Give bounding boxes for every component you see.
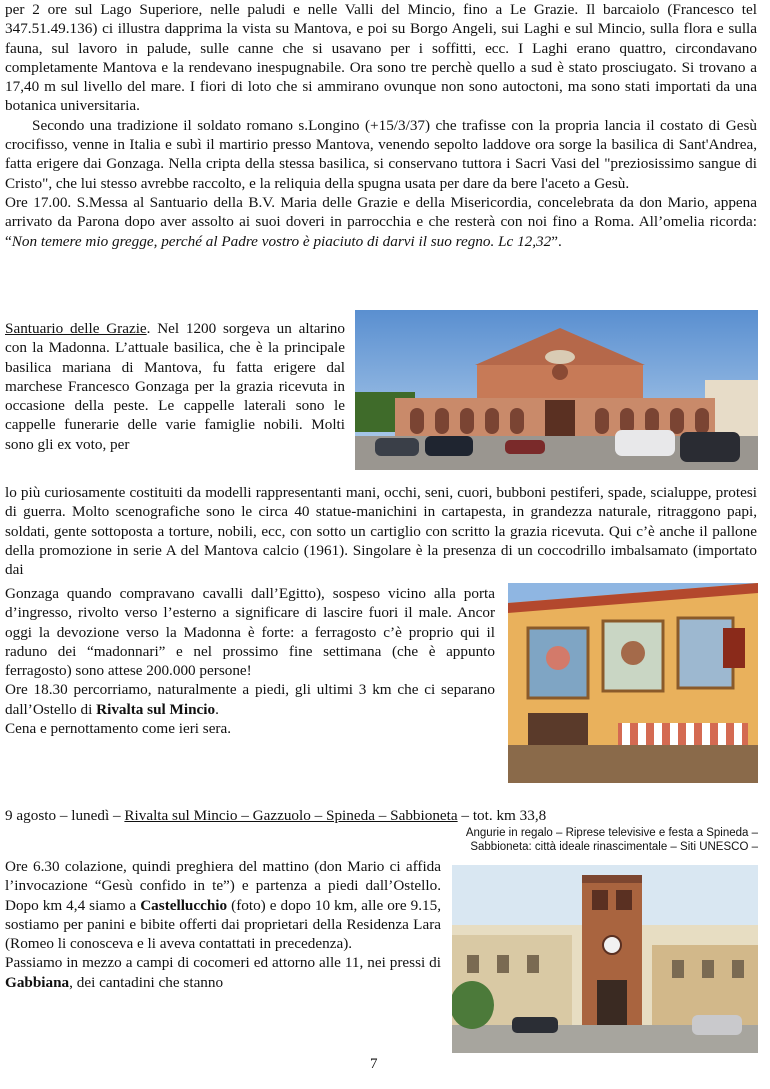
day-subtitle — [300, 826, 758, 854]
paragraph-lake-tour: per 2 ore sul Lago Superiore, nelle paludi e nelle Valli del Mincio, fino a Le Grazie. Il barcaiolo (Francesco tel 347.51.49.136) ci illustra dapprima la vista su Mantova, e poi su Borgo Angeli, sui Laghi e sul Mincio, sulla flora e sulla fauna, sul lavoro in palude, sulle canne che si usavano per i soffitti, ecc. I Laghi erano quattro, circondavano completamente Mantova e la rendevano inespugnabile. Ora sono tre perchè quello a sud è stato prosciugato. Si trovano a 17,40 m sul livello del mare. I fiori di loto che si ammirano ovunque non sono autoctoni, ma sono stati importati da una botanica universitaria. — [5, 1, 757, 115]
santuario-heading: Santuario delle Grazie — [5, 320, 147, 337]
paragraph-colazione: Ore 6.30 colazione, quindi preghiera del mattino (don Mario ci affida l’invocazione “Gesù confido in te”) e partenza a piedi dall’Ostello. Dopo km 4,4 siamo a Castellucchio (foto) e dopo 10 km, alle ore 9.15, sostiamo per panini e bibite offerti dai proprietari della Residenza Lara (Romeo li conosceva e li aveva contattati in precedenza). — [5, 858, 441, 953]
homily-quote: Non temere mio gregge, perché al Padre vostro è piaciuto di darvi il suo regno. Lc 12,32 — [11, 232, 552, 250]
madonnari-section — [5, 584, 495, 738]
day-subtitle-line-1: Angurie in regalo – Riprese televisive e festa a Spineda – — [465, 827, 758, 839]
day-route: Rivalta sul Mincio – Gazzuolo – Spineda – Sabbioneta — [124, 807, 458, 824]
day-subtitle-line-2: Sabbioneta: città ideale rinascimentale – Siti UNESCO – — [470, 841, 758, 853]
castellucchio-bold: Castellucchio — [140, 896, 228, 914]
rivalta-bold: Rivalta sul Mincio — [96, 700, 216, 718]
page-number: 7 — [370, 1056, 378, 1072]
intro-section — [5, 0, 757, 251]
gabbiana-bold: Gabbiana — [5, 973, 70, 991]
paragraph-santuario: Santuario delle Grazie. Nel 1200 sorgeva un altarino con la Madonna. L’attuale basilica, che è la principale basilica mariana di Mantova, fu fatta erigere dal marchese Francesco Gonzaga per la grazia ricevuta in occasione della peste. Le cappelle laterali sono le cappelle funerarie delle varie famiglie nobili. Molti sono gli ex voto, per — [5, 320, 345, 453]
paragraph-cena: Cena e pernottamento come ieri sera. — [5, 720, 232, 738]
day-heading — [5, 806, 757, 825]
paragraph-longino: Secondo una tradizione il soldato romano s.Longino (+15/3/37) che trafisse con la propria lancia il costato di Gesù crocifisso, venne in Italia e subì il martirio presso Mantova, venendo sepolto laddove ora sorge la basilica di Sant'Andrea, fatta erigere dai Gonzaga. Nella cripta della stessa basilica, si conservano tuttora i Sacri Vasi del "preziosissimo sangue di Cristo", che lui stesso avrebbe raccolto, e la reliquia della spugna usata per dare da bere l'aceto a Gesù. — [5, 116, 757, 192]
paragraph-coccodrillo: Gonzaga quando compravano cavalli dall’Egitto), sospeso vicino alla porta d’ingresso, rivolto verso l’esterno a significare di lascire fuori il male. Ancor oggi la devozione verso la Madonna è forte: a ferragosto c’è proprio qui il raduno dei “madonnari” e nel prossimo fine settimana (che è appunto ferragosto) sono attese 200.000 persone! — [5, 585, 495, 680]
paragraph-cocomeri: Passiamo in mezzo a campi di cocomeri ed attorno alle 11, nei pressi di Gabbiana, dei cantadini che stanno — [5, 954, 441, 991]
morning-section — [5, 857, 441, 992]
ex-voto-section — [5, 483, 757, 579]
santuario-photo — [355, 310, 758, 470]
santuario-section — [5, 319, 345, 454]
paragraph-mass: Ore 17.00. S.Messa al Santuario della B.V. Maria delle Grazie e della Misericordia, concelebrata da don Mario, appena arrivato da Parona dopo aver assolto ai suoi doveri in parrocchia e che resterà con noi fino a Roma. All’omelia ricorda: “Non temere mio gregge, perché al Padre vostro è piaciuto di darvi il suo regno. Lc 12,32”. — [5, 193, 757, 250]
paragraph-ore-1830: Ore 18.30 percorriamo, naturalmente a piedi, gli ultimi 3 km che ci separano dall’Ostello di Rivalta sul Mincio. — [5, 681, 495, 718]
castellucchio-photo — [452, 865, 758, 1053]
paragraph-ex-voto: lo più curiosamente costituiti da modelli rappresentanti mani, occhi, seni, cuori, bubboni pestiferi, spade, scialuppe, protesi di guerra. Molto scenografiche sono le circa 40 statue-manichini in cartapesta, in grandezza naturale, ritraggono papi, soldati, gente sottoposta a torture, nobili, ecc, con sotto un cartiglio con scritto la grazia ricevuta. Qui c’è anche il pallone della promozione in serie A del Mantova calcio (1961). Singolare è la presenza di un coccodrillo imbalsamato (importato dai — [5, 484, 757, 579]
madonnari-photo — [508, 583, 758, 783]
day-title: 9 agosto – lunedì – Rivalta sul Mincio – Gazzuolo – Spineda – Sabbioneta – tot. km 33,8 — [5, 807, 547, 824]
